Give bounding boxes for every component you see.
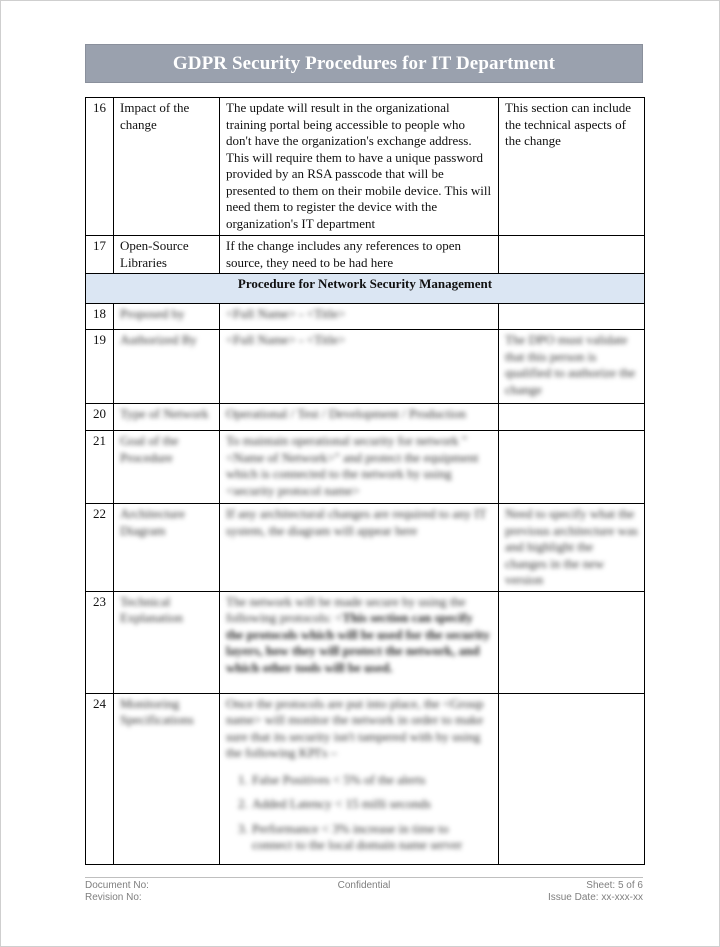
row-description: <Full Name> - <Title> [220,330,499,404]
table-row [86,431,645,504]
section-title: Procedure for Network Security Management [86,274,645,304]
table-row [86,330,645,404]
kpi-list [226,772,492,854]
page-footer [85,880,643,908]
table-row [86,693,645,864]
row-label: Authorized By [114,330,220,404]
row-number: 16 [86,98,114,236]
row-description [220,693,499,864]
row-notes [499,591,645,693]
table-row [86,98,645,236]
row-description-text: The network will be made secure by using the following protocols: < [226,593,466,625]
table-row [86,304,645,330]
list-item-number: 3. [238,820,248,836]
row-description: <Full Name> - <Title> [220,304,499,330]
table-row [86,504,645,592]
table-row [86,236,645,274]
footer-divider [85,877,643,878]
footer-right [548,880,643,904]
row-notes [499,693,645,864]
revision-number-label: Revision No: [85,892,142,903]
sheet-number: Sheet: 5 of 6 [586,880,643,891]
list-item-text: Performance < 3% increase in time to connect to the local domain name server [252,820,463,852]
row-notes: The DPO must validate that this person is qualified to authorize the change [499,330,645,404]
row-description: Operational / Test / Development / Production [220,404,499,431]
procedure-table [85,97,645,865]
row-number: 20 [86,404,114,431]
issue-date: Issue Date: xx-xxx-xx [547,892,643,903]
document-number-label: Document No: [85,880,149,891]
row-notes [499,404,645,431]
row-notes: This section can include the technical aspects of the change [499,98,645,236]
row-label: Goal of the Procedure [114,431,220,504]
row-notes [499,431,645,504]
row-label: Monitoring Specifications [114,693,220,864]
list-item-number: 2. [238,796,248,811]
list-item-number: 1. [238,771,248,787]
row-description: The update will result in the organizational training portal being accessible to people who don't have the organization's exchange address. This will require them to have a unique password provided by an RSA passcode that will be presented to them on their mobile device. This will need them to register the device with the organization's IT department [220,98,499,236]
list-item-text: False Positives < 5% of the alerts [252,771,426,787]
row-number: 24 [86,693,114,864]
table-row [86,591,645,693]
row-number: 19 [86,330,114,404]
document-header-banner [85,44,643,83]
section-header-row [86,274,645,304]
table-row [86,404,645,431]
row-notes [499,304,645,330]
row-label: Architecture Diagram [114,504,220,592]
row-number: 18 [86,304,114,330]
row-label: Proposed by [114,304,220,330]
row-description: To maintain operational security for network "<Name of Network>" and protect the equipment which is connected to the network by using <security protocol name> [220,431,499,504]
row-number: 22 [86,504,114,592]
list-item [226,796,492,813]
row-number: 21 [86,431,114,504]
row-description-text: Once the protocols are put into place, the <Group name> will monitor the network in order to make sure that its security isn't tampered with by using the following KPI's – [226,695,484,760]
row-description: If the change includes any references to open source, they need to be had here [220,236,499,274]
row-description-bold-text: This section can specify the protocols which will be used for the security layers, how they will protect the network, and which other tools will be used. [226,610,490,675]
row-number: 17 [86,236,114,274]
list-item [226,772,492,789]
list-item [226,821,492,854]
row-description [220,591,499,693]
document-title: GDPR Security Procedures for IT Department [172,52,556,74]
row-label: Technical Explanation [114,591,220,693]
row-label: Type of Network [114,404,220,431]
row-label: Open-Source Libraries [114,236,220,274]
row-label: Impact of the change [114,98,220,236]
list-item-text: Added Latency < 15 milli seconds [252,796,431,811]
confidential-label: Confidential [337,880,391,891]
row-notes: Need to specify what the previous architecture was and highlight the changes in the new version [499,504,645,592]
row-description: If any architectural changes are required to any IT system, the diagram will appear here [220,504,499,592]
row-number: 23 [86,591,114,693]
row-notes [499,236,645,274]
